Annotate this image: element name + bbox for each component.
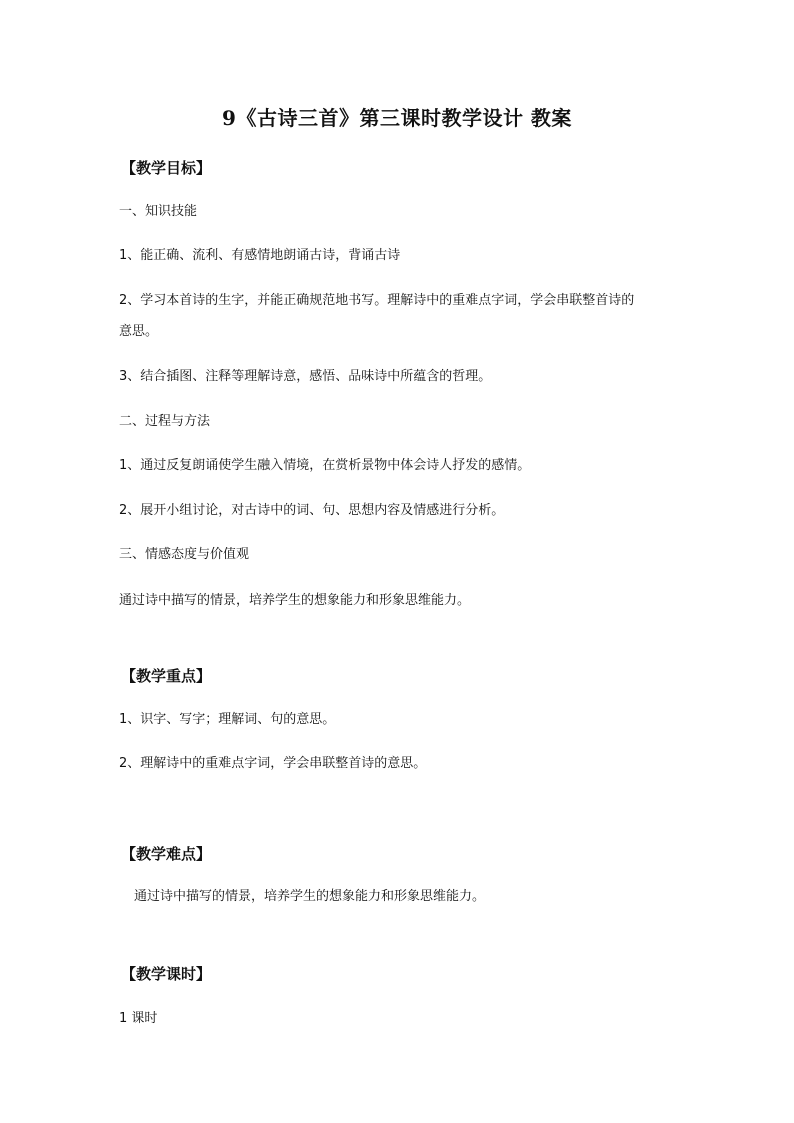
emotion-text: 通过诗中描写的情景，培养学生的想象能力和形象思维能力。: [119, 593, 471, 608]
document-title: 9《古诗三首》第三课时教学设计 教案: [222, 106, 572, 130]
process-item-1: 1、通过反复朗诵使学生融入情境，在赏析景物中体会诗人抒发的感情。: [119, 458, 531, 473]
knowledge-item-2-continued: 意思。: [119, 324, 159, 339]
knowledge-item-2: 2、学习本首诗的生字，并能正确规范地书写。理解诗中的重难点字词，学会串联整首诗的: [119, 293, 635, 308]
difficulties-text: 通过诗中描写的情景，培养学生的想象能力和形象思维能力。: [134, 889, 486, 904]
knowledge-item-1: 1、能正确、流利、有感情地朗诵古诗，背诵古诗: [119, 248, 401, 263]
difficulties-heading: 【教学难点】: [121, 845, 212, 863]
knowledge-item-3: 3、结合插图、注释等理解诗意，感悟、品味诗中所蕴含的哲理。: [119, 369, 492, 384]
emotion-heading: 三、情感态度与价值观: [119, 547, 250, 562]
knowledge-heading: 一、知识技能: [119, 204, 198, 219]
process-heading: 二、过程与方法: [119, 414, 211, 429]
key-points-heading: 【教学重点】: [121, 667, 212, 685]
objectives-heading: 【教学目标】: [121, 159, 212, 177]
hours-text: 1 课时: [119, 1011, 158, 1026]
key-point-item-1: 1、识字、写字；理解词、句的意思。: [119, 712, 336, 727]
process-item-2: 2、展开小组讨论，对古诗中的词、句、思想内容及情感进行分析。: [119, 503, 505, 518]
hours-heading: 【教学课时】: [121, 965, 212, 983]
key-point-item-2: 2、理解诗中的重难点字词，学会串联整首诗的意思。: [119, 756, 427, 771]
